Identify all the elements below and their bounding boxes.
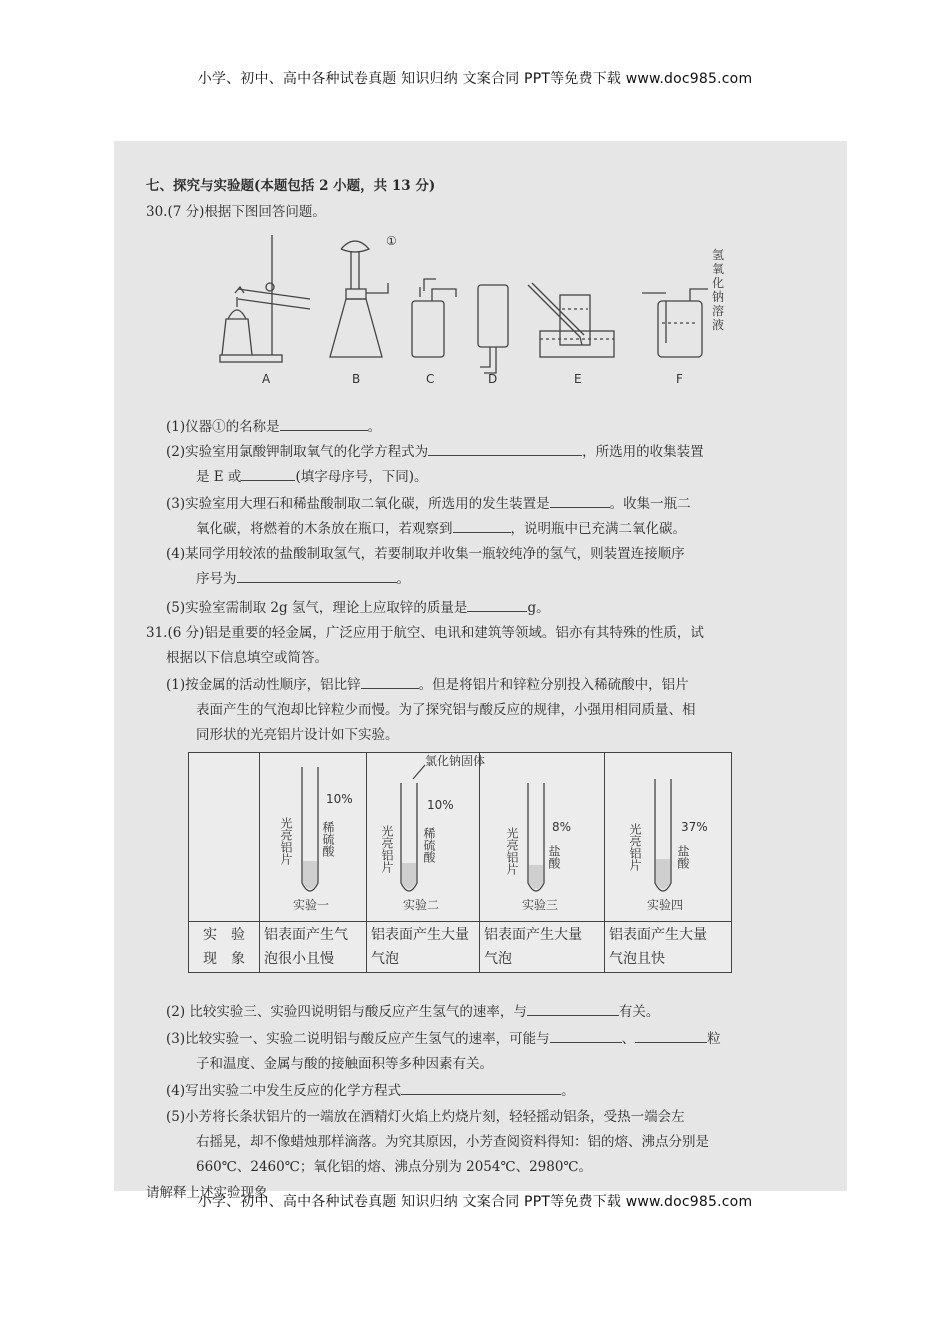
apparatus-b-drawing — [330, 241, 388, 357]
apparatus-label-f: F — [676, 372, 683, 386]
answer-blank[interactable] — [550, 1030, 622, 1043]
experiment-1-cell — [260, 753, 367, 922]
foil-label: 光亮铝片 — [279, 817, 293, 865]
q31-sub2 — [166, 1000, 659, 1020]
page-footer-banner: 小学、初中、高中各种试卷真题 知识归纳 文案合同 PPT等免费下载 www.doc985.com — [197, 1194, 753, 1210]
apparatus-marker-1: ① — [386, 234, 397, 248]
q31-sub1-line3: 同形状的光亮铝片设计如下实验。 — [196, 727, 399, 743]
apparatus-f-drawing — [642, 289, 708, 357]
naoh-label-char: 氧 — [712, 262, 725, 276]
acid-concentration: 10% — [326, 792, 353, 806]
q30-sub2-line1 — [166, 440, 704, 460]
q30-sub2-line2 — [196, 465, 427, 485]
q31-sub3-tail: 粒 — [707, 1031, 721, 1047]
answer-blank[interactable] — [280, 418, 368, 431]
q31-sub2-end: 有关。 — [618, 1004, 660, 1020]
phenomenon-cell-2 — [367, 922, 480, 973]
acid-name: 稀硫酸 — [321, 821, 335, 857]
answer-blank[interactable] — [527, 1003, 619, 1016]
q31-sub1-tail: 。但是将铝片和锌粒分别投入稀硫酸中，铝片 — [418, 677, 689, 693]
answer-blank[interactable] — [237, 570, 397, 583]
q30-sub1-text: (1)仪器①的名称是 — [166, 419, 280, 435]
q30-sub3-line2 — [196, 517, 686, 537]
empty-corner-cell — [189, 753, 260, 922]
q30-sub2-note: (填字母序号，下同)。 — [295, 469, 428, 485]
phenomenon-line: 气泡 — [484, 951, 512, 967]
q31-sub4 — [166, 1079, 575, 1099]
answer-blank[interactable] — [241, 468, 295, 481]
q30-sub1 — [166, 415, 381, 435]
phenomenon-line: 铝表面产生气 — [264, 927, 348, 943]
q31-stem-line1: 31.(6 分)铝是重要的轻金属，广泛应用于航空、电讯和建筑等领域。铝亦有其特殊的性质，试 — [146, 625, 704, 641]
q30-sub5-text: (5)实验室需制取 2g 氢气，理论上应取锌的质量是 — [166, 600, 468, 616]
q31-sub3-line2: 子和温度、金属与酸的接触面积等多种因素有关。 — [196, 1056, 493, 1072]
q30-sub4-line1: (4)某同学用较浓的盐酸制取氢气，若要制取并收集一瓶较纯净的氢气，则装置连接顺序 — [166, 546, 685, 562]
q31-sub5-line3: 660℃、2460℃；氧化铝的熔、沸点分别为 2054℃、2980℃。 — [196, 1159, 593, 1175]
answer-blank[interactable] — [428, 443, 582, 456]
q30-sub1-end: 。 — [367, 419, 382, 435]
q31-sub2-text: (2) 比较实验三、实验四说明铝与酸反应产生氢气的速率，与 — [166, 1004, 527, 1020]
experiment-caption: 实验一 — [293, 898, 330, 912]
q31-sub3-text: (3)比较实验一、实验二说明铝与酸反应产生氢气的速率，可能与 — [166, 1031, 550, 1047]
experiment-caption: 实验四 — [647, 898, 684, 912]
phenomenon-line: 铝表面产生大量 — [371, 927, 469, 943]
answer-blank[interactable] — [467, 599, 527, 612]
diagram-row — [189, 753, 732, 922]
apparatus-label-e: E — [574, 372, 582, 386]
apparatus-label-b: B — [352, 372, 361, 386]
q30-sub3-end: ，说明瓶中已充满二氧化碳。 — [510, 521, 686, 537]
naoh-label-char: 液 — [712, 318, 725, 332]
answer-blank[interactable] — [635, 1030, 707, 1043]
extra-reagent: 氯化钠固体 — [425, 754, 486, 768]
q31-sub4-end: 。 — [561, 1083, 575, 1099]
q31-sub5-line2: 右摇晃，却不像蜡烛那样滴落。为究其原因，小芳查阅资料得知：铝的熔、沸点分别是 — [196, 1134, 709, 1150]
phenomenon-line: 铝表面产生大量 — [609, 927, 707, 943]
naoh-label-char: 钠 — [712, 290, 725, 304]
experiment-2-cell — [367, 753, 486, 922]
row-header-cell — [189, 922, 260, 973]
phenomenon-line: 泡很小且慢 — [264, 951, 334, 967]
experiment-caption: 实验三 — [522, 898, 559, 912]
row-header-line: 实 验 — [203, 927, 245, 943]
q31-stem-line2: 根据以下信息填空或简答。 — [166, 650, 328, 666]
apparatus-c-drawing — [412, 279, 456, 357]
page-header-banner: 小学、初中、高中各种试卷真题 知识归纳 文案合同 PPT等免费下载 www.doc985.com — [197, 71, 753, 87]
q31-sub1-line2: 表面产生的气泡却比锌粒少而慢。为了探究铝与酸反应的规律，小强用相同质量、相 — [196, 702, 696, 718]
q31-sub1-line1 — [166, 673, 689, 693]
apparatus-e-drawing — [528, 283, 614, 357]
experiment-caption: 实验二 — [403, 898, 440, 912]
acid-name: 盐酸 — [676, 845, 690, 869]
acid-concentration: 8% — [552, 820, 572, 834]
q31-sub1-text: (1)按金属的活动性顺序，铝比锌 — [166, 677, 361, 693]
q31-sub5-line4: 请解释上述实验现象 — [146, 1185, 268, 1201]
experiment-3-cell — [480, 753, 605, 922]
q30-sub5 — [166, 596, 550, 616]
naoh-label-char: 溶 — [712, 304, 725, 318]
naoh-label-char: 氢 — [712, 248, 725, 262]
q31-sub4-text: (4)写出实验二中发生反应的化学方程式 — [166, 1083, 402, 1099]
foil-label: 光亮铝片 — [628, 823, 642, 871]
q30-sub4-end: 。 — [396, 571, 410, 587]
acid-concentration: 37% — [681, 820, 708, 834]
acid-name: 盐酸 — [547, 845, 561, 869]
experiment-4-cell — [605, 753, 732, 922]
apparatus-label-c: C — [426, 372, 435, 386]
phenomenon-cell-3 — [480, 922, 605, 973]
phenomenon-cell-4 — [605, 922, 732, 973]
row-header-line: 现 象 — [203, 951, 245, 967]
q31-sub3-sep: 、 — [621, 1031, 636, 1047]
apparatus-label-a: A — [262, 372, 271, 386]
apparatus-d-drawing — [478, 285, 508, 373]
q30-stem: 30.(7 分)根据下图回答问题。 — [146, 204, 326, 220]
acid-name: 稀硫酸 — [422, 827, 436, 863]
phenomenon-line: 气泡 — [371, 951, 399, 967]
q30-sub4-line2 — [196, 567, 410, 587]
q31-sub5-line1: (5)小芳将长条状铝片的一端放在酒精灯火焰上灼烧片刻，轻轻摇动铝条，受热一端会左 — [166, 1109, 685, 1125]
q30-sub5-unit: g。 — [527, 600, 550, 616]
q30-sub3-text2: 氧化碳，将燃着的木条放在瓶口，若观察到 — [196, 521, 453, 537]
acid-concentration: 10% — [427, 798, 454, 812]
apparatus-a-drawing — [220, 235, 310, 362]
q31-sub3-line1 — [166, 1027, 721, 1047]
phenomenon-row — [189, 922, 732, 973]
phenomenon-line: 气泡且快 — [609, 951, 665, 967]
q30-sub2-tail: ，所选用的收集装置 — [582, 444, 704, 460]
naoh-label-char: 化 — [712, 276, 725, 290]
answer-blank[interactable] — [401, 1082, 561, 1095]
answer-blank[interactable] — [361, 676, 419, 689]
phenomenon-line: 铝表面产生大量 — [484, 927, 582, 943]
answer-blank[interactable] — [550, 495, 610, 508]
section-title: 七、探究与实验题(本题包括 2 小题，共 13 分) — [146, 178, 436, 194]
phenomenon-cell-1 — [260, 922, 367, 973]
experiment-table — [188, 752, 732, 973]
q30-sub3-tail: 。收集一瓶二 — [609, 496, 691, 512]
answer-blank[interactable] — [453, 520, 511, 533]
foil-label: 光亮铝片 — [505, 827, 519, 875]
apparatus-figure — [210, 227, 770, 387]
scanned-exam-page — [114, 141, 847, 1201]
apparatus-label-d: D — [488, 372, 498, 386]
foil-label: 光亮铝片 — [380, 825, 394, 873]
q30-sub2-text2: 是 E 或 — [196, 469, 242, 485]
q30-sub4-text: 序号为 — [196, 571, 237, 587]
q30-sub2-text: (2)实验室用氯酸钾制取氧气的化学方程式为 — [166, 444, 429, 460]
q30-sub3-line1 — [166, 492, 691, 512]
q30-sub3-text: (3)实验室用大理石和稀盐酸制取二氧化碳，所选用的发生装置是 — [166, 496, 550, 512]
